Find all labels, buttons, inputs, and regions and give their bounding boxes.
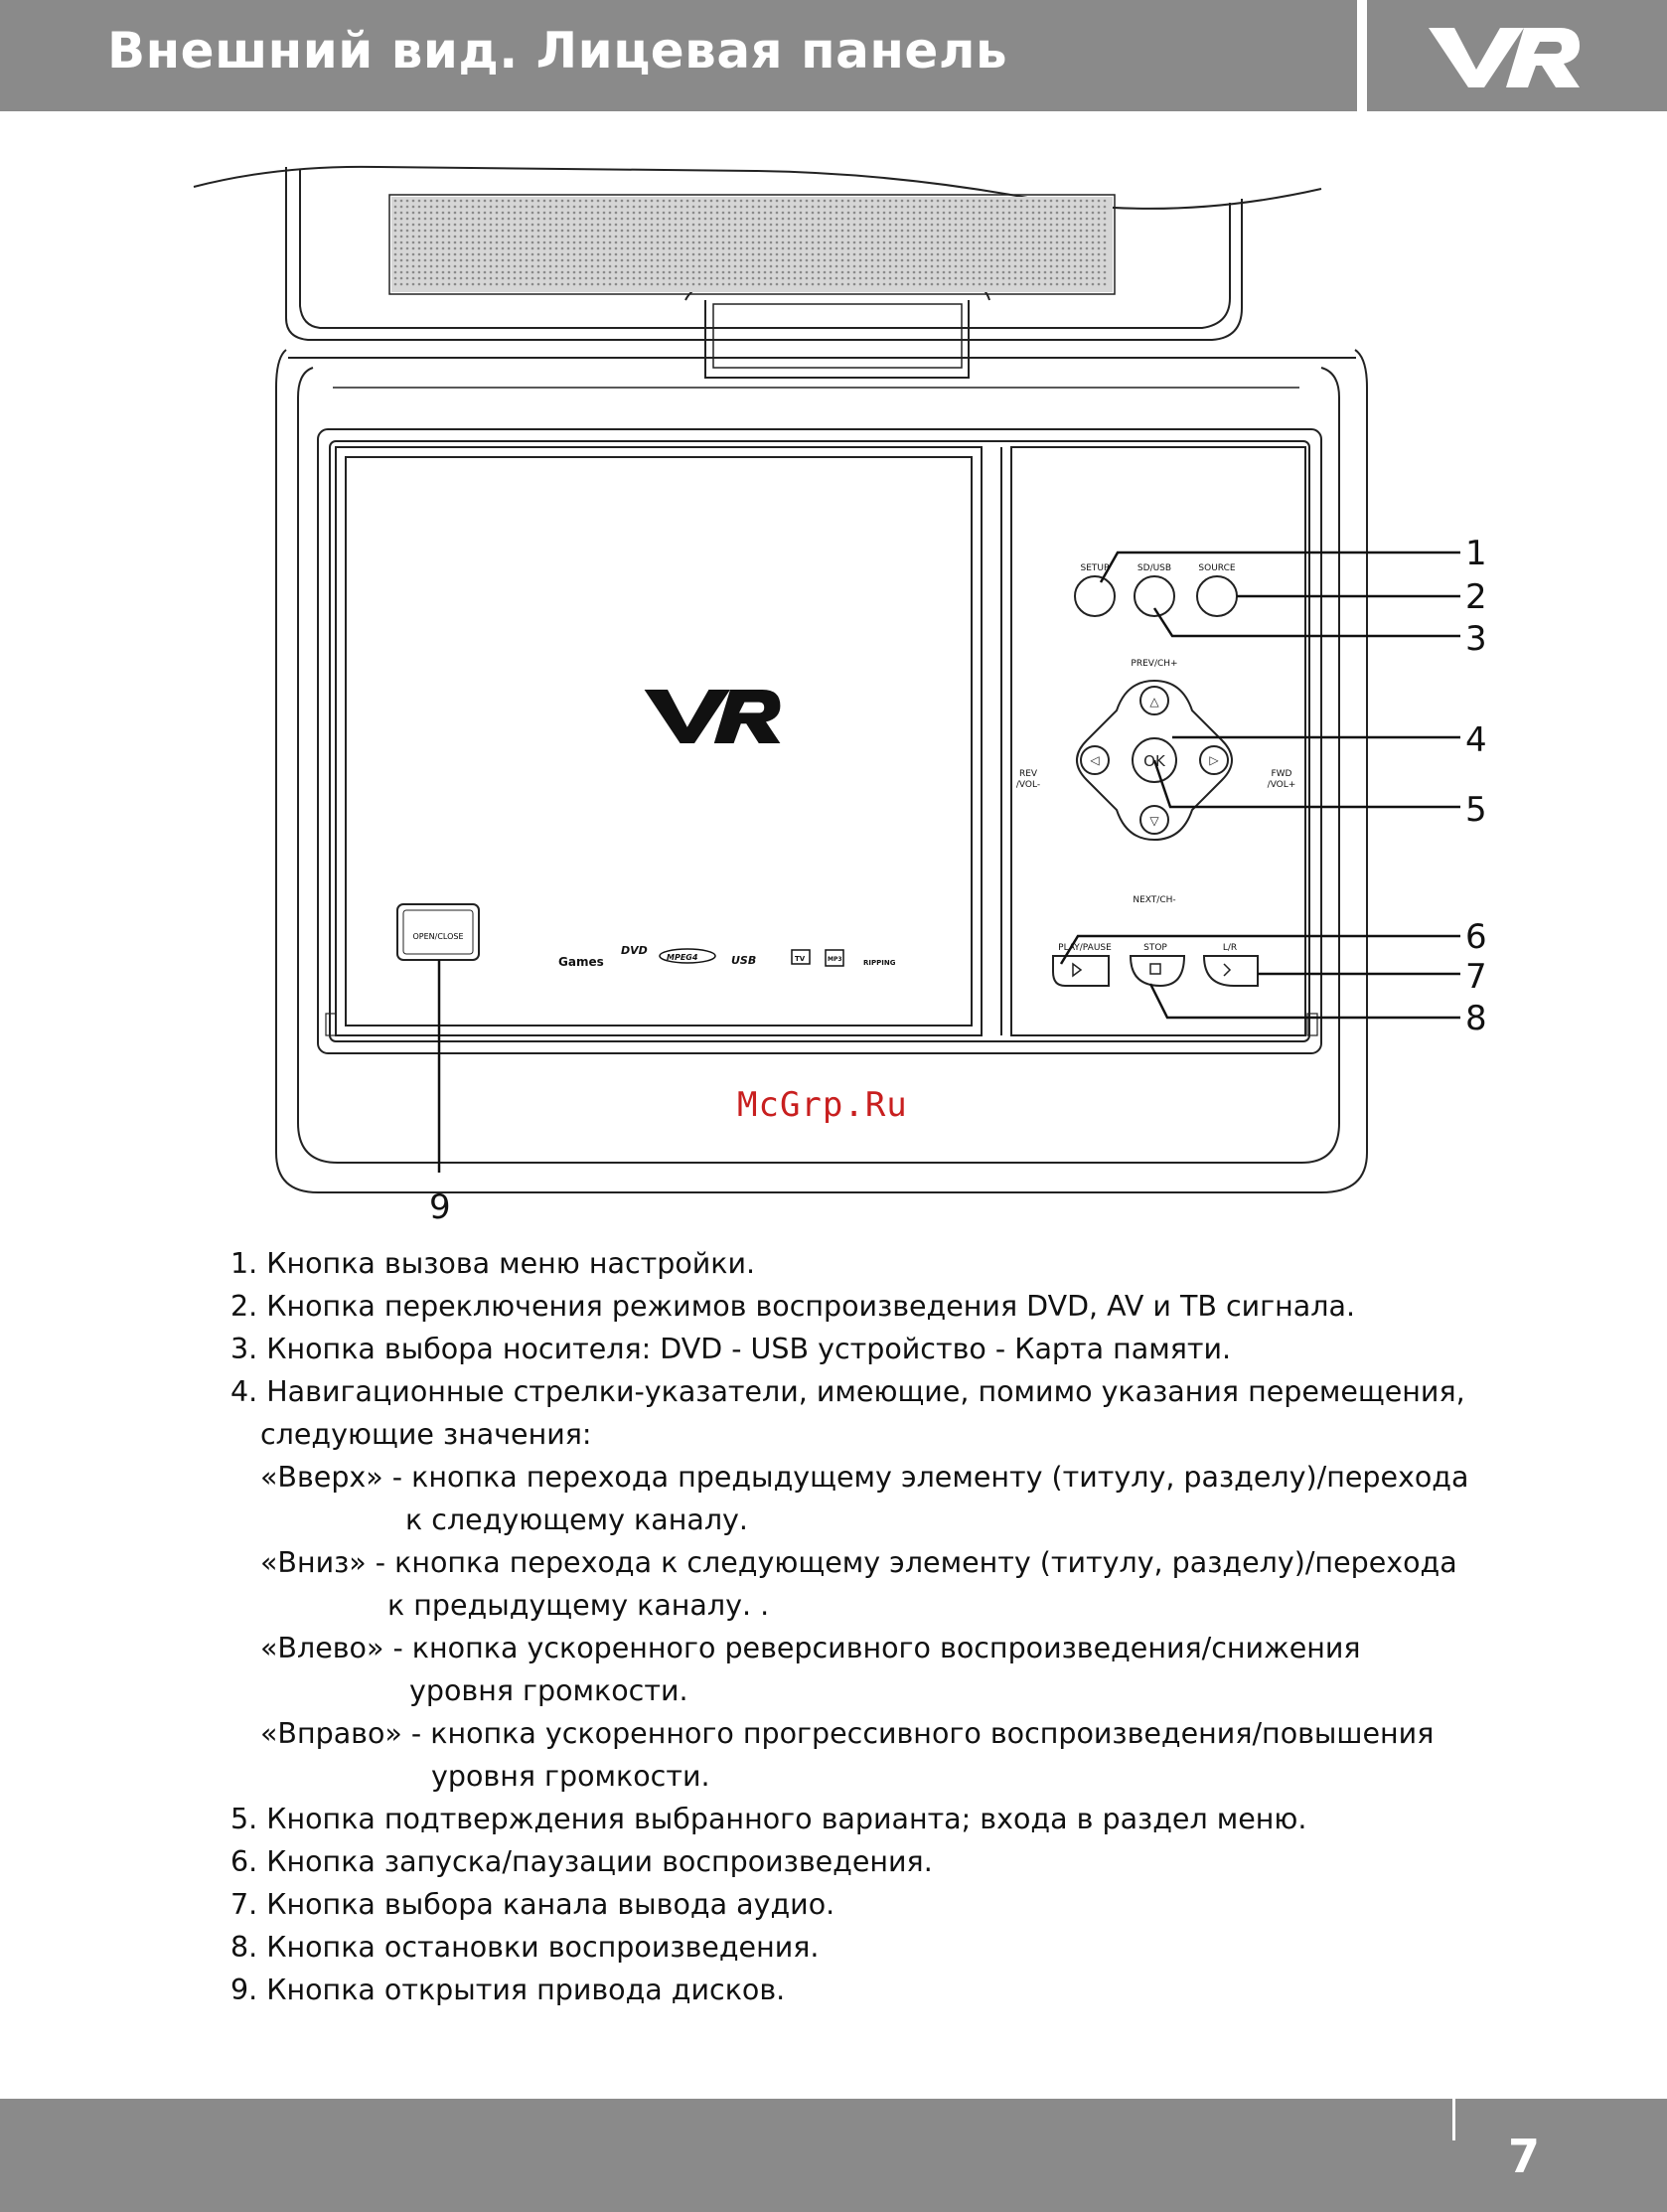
stop-label: STOP: [1143, 943, 1167, 953]
device-front-panel-figure: [179, 159, 1510, 1242]
setup-button[interactable]: [1075, 576, 1115, 616]
vol-minus-label: /VOL-: [1015, 780, 1041, 790]
fwd-label: FWD: [1271, 769, 1292, 779]
badge-tv: TV: [795, 955, 806, 963]
sd-usb-label: SD/USB: [1137, 563, 1172, 573]
desc-item-4-cont: следующие значения:: [260, 1418, 592, 1451]
speaker-grille: [391, 197, 1113, 292]
callout-8: 8: [1465, 999, 1487, 1038]
desc-up: «Вверх» - кнопка перехода предыдущему элементу (титулу, разделу)/перехода: [260, 1461, 1469, 1494]
page-number: 7: [1508, 2130, 1541, 2183]
desc-item-7: 7. Кнопка выбора канала вывода аудио.: [230, 1888, 835, 1921]
footer-divider: [1452, 2075, 1455, 2140]
desc-item-9: 9. Кнопка открытия привода дисков.: [230, 1974, 786, 2006]
callout-2: 2: [1465, 577, 1487, 617]
page-header: [0, 0, 1667, 111]
desc-up-cont: к следующему каналу.: [405, 1503, 748, 1536]
badge-games: Games: [558, 955, 604, 969]
page-title: Внешний вид. Лицевая панель: [107, 22, 1008, 79]
callout-3: 3: [1465, 619, 1487, 659]
badge-ripping: RIPPING: [863, 959, 896, 967]
play-pause-button[interactable]: [1053, 956, 1109, 986]
header-divider: [1357, 0, 1367, 111]
next-ch-label: NEXT/CH-: [1133, 895, 1176, 905]
desc-item-6: 6. Кнопка запуска/паузации воспроизведения.: [230, 1845, 933, 1878]
down-arrow-icon: ▽: [1149, 814, 1159, 828]
setup-label: SETUP: [1080, 563, 1110, 573]
format-badges: [558, 944, 896, 969]
description-list: [230, 1242, 1542, 2011]
open-close-label: OPEN/CLOSE: [412, 932, 464, 941]
desc-item-5: 5. Кнопка подтверждения выбранного варианта; входа в раздел меню.: [230, 1803, 1307, 1835]
desc-left-cont: уровня громкости.: [409, 1674, 688, 1707]
desc-item-4: 4. Навигационные стрелки-указатели, имеющие, помимо указания перемещения,: [230, 1375, 1465, 1408]
callout-6: 6: [1465, 917, 1487, 957]
badge-usb: USB: [731, 954, 757, 967]
callout-5: 5: [1465, 790, 1487, 830]
page-footer: [0, 2099, 1667, 2212]
prev-ch-label: PREV/CH+: [1131, 659, 1178, 669]
source-label: SOURCE: [1198, 563, 1236, 573]
desc-item-2: 2. Кнопка переключения режимов воспроизведения DVD, AV и ТВ сигнала.: [230, 1290, 1355, 1323]
disc-vr-logo: [645, 690, 781, 743]
vol-plus-label: /VOL+: [1267, 780, 1296, 790]
desc-item-8: 8. Кнопка остановки воспроизведения.: [230, 1931, 820, 1964]
desc-item-1: 1. Кнопка вызова меню настройки.: [230, 1247, 756, 1280]
badge-dvd: DVD: [621, 944, 648, 957]
badge-mp3: MP3: [828, 956, 842, 963]
source-button[interactable]: [1197, 576, 1237, 616]
left-arrow-icon: ◁: [1090, 753, 1100, 767]
callout-9: 9: [429, 1187, 451, 1227]
callout-1: 1: [1465, 534, 1487, 573]
vr-logo: [1425, 18, 1584, 93]
stop-button[interactable]: [1131, 956, 1184, 986]
open-close-button[interactable]: [397, 904, 479, 960]
desc-down-cont: к предыдущему каналу. .: [387, 1589, 770, 1622]
play-pause-label: PLAY/PAUSE: [1058, 943, 1112, 953]
ok-label: OK: [1143, 752, 1165, 770]
right-arrow-icon: ▷: [1209, 753, 1219, 767]
desc-right: «Вправо» - кнопка ускоренного прогрессивного воспроизведения/повышения: [260, 1717, 1435, 1750]
rev-label: REV: [1018, 769, 1038, 779]
lr-button[interactable]: [1204, 956, 1258, 986]
desc-item-3: 3. Кнопка выбора носителя: DVD - USB устройство - Карта памяти.: [230, 1333, 1232, 1365]
lr-label: L/R: [1222, 943, 1238, 953]
device-drawing: [179, 159, 1510, 1242]
callout-4: 4: [1465, 720, 1487, 760]
watermark: McGrp.Ru: [737, 1085, 908, 1125]
desc-left: «Влево» - кнопка ускоренного реверсивного воспроизведения/снижения: [260, 1632, 1361, 1664]
desc-right-cont: уровня громкости.: [431, 1760, 710, 1793]
callout-7: 7: [1465, 957, 1487, 997]
badge-mpeg4: MPEG4: [667, 953, 698, 962]
up-arrow-icon: △: [1149, 695, 1159, 709]
desc-down: «Вниз» - кнопка перехода к следующему элементу (титулу, разделу)/перехода: [260, 1546, 1457, 1579]
